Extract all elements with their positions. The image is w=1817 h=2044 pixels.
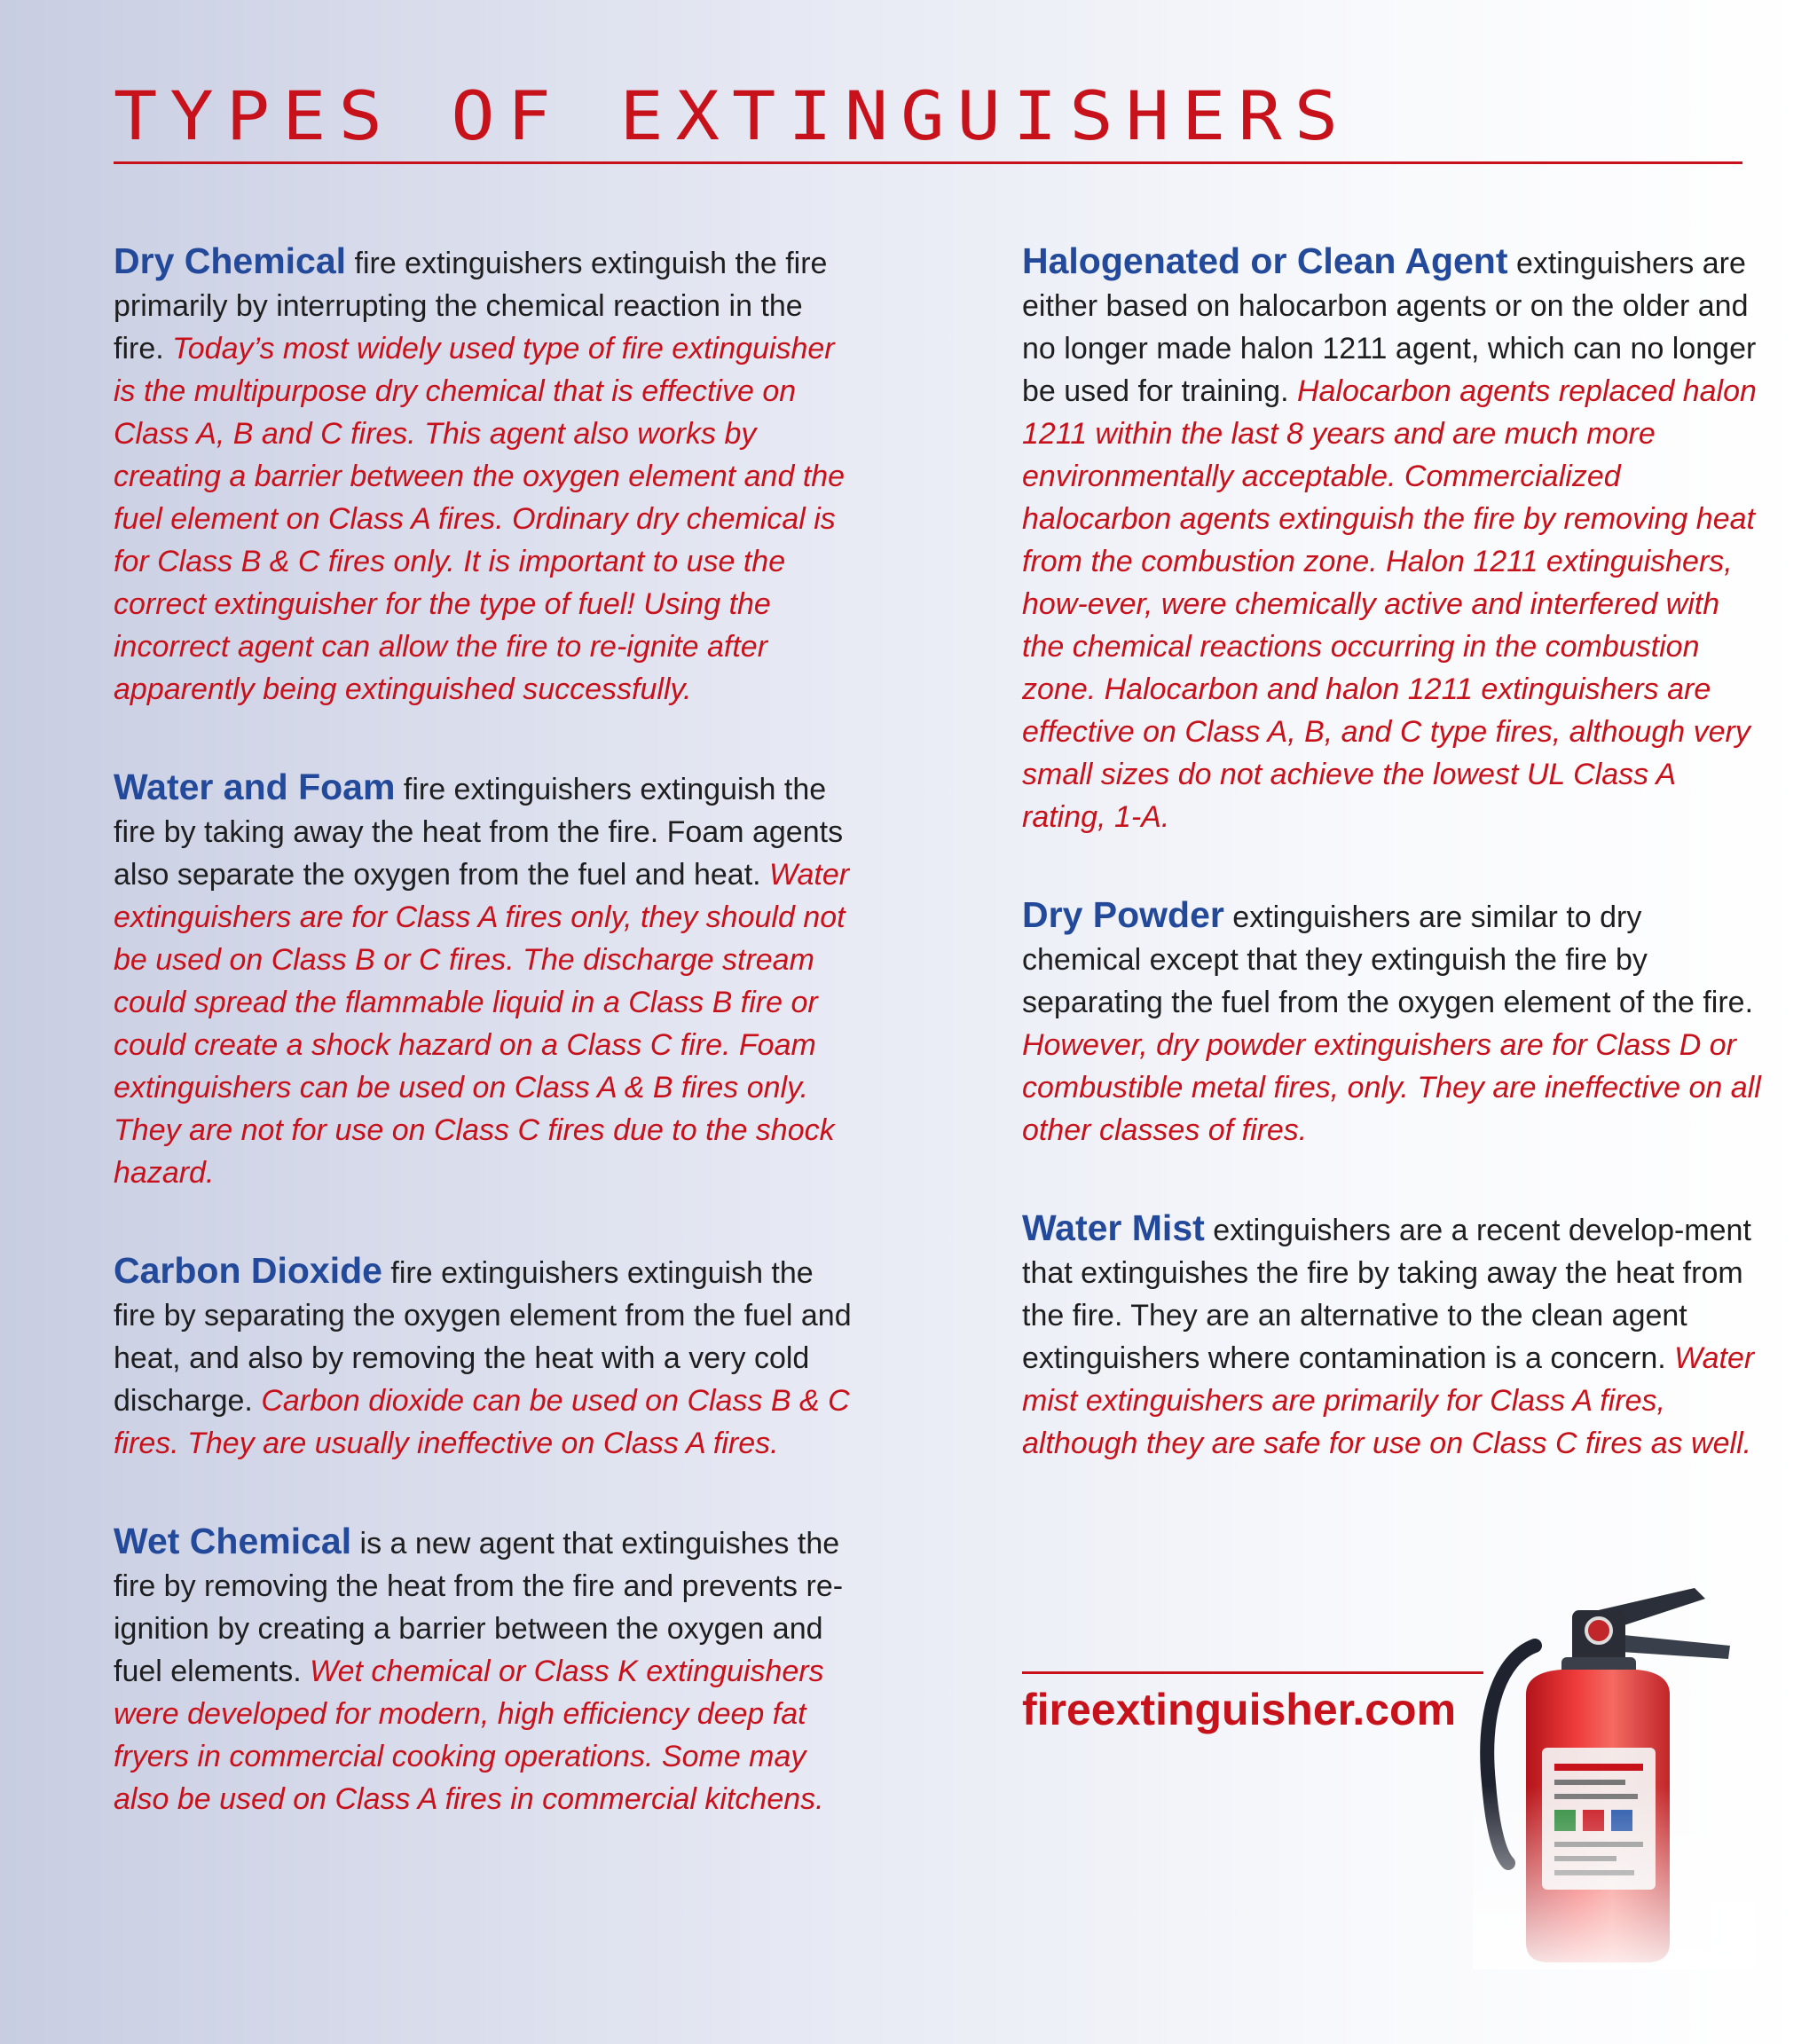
- section-body: fire extinguishers extinguish the fire by taking away the heat from the fire. Foam agents also separate the oxygen from the fuel and heat.: [114, 773, 844, 892]
- section-body: extinguishers are a recent develop-ment that extinguishes the fire by taking away the heat from the fire. They are an alternative to the clean agent extinguishers where contamination is a concern.: [1022, 1214, 1751, 1375]
- left-column: [114, 240, 854, 1875]
- page-title: TYPES OF EXTINGUISHERS: [114, 78, 1351, 156]
- section-heading: Water Mist: [1022, 1207, 1205, 1248]
- section-heading: Carbon Dioxide: [114, 1250, 382, 1291]
- section-note: Water mist extinguishers are primarily for Class A fires, although they are safe for use on Class C fires as well.: [1022, 1341, 1755, 1460]
- section-heading: Dry Powder: [1022, 894, 1224, 935]
- section-body: extinguishers are either based on halocarbon agents or on the older and no longer made halon 1211 agent, which can no longer be used for training.: [1022, 247, 1757, 408]
- section-heading: Dry Chemical: [114, 240, 347, 281]
- section-dry-powder: [1022, 893, 1763, 1152]
- section-carbon-dioxide: [114, 1249, 854, 1465]
- right-column: [1022, 240, 1763, 1520]
- website-link[interactable]: fireextinguisher.com: [1022, 1685, 1457, 1734]
- section-body: is a new agent that extinguishes the fire by removing the heat from the fire and prevents re-ignition by creating a barrier between the oxygen and fuel elements.: [114, 1527, 844, 1688]
- section-body: fire extinguishers extinguish the fire primarily by interrupting the chemical reaction in the fire.: [114, 247, 828, 366]
- section-note: Today’s most widely used type of fire extinguisher is the multipurpose dry chemical that is effective on Class A, B and C fires. This agent also works by creating a barrier between the oxygen element and the fuel element on Class A fires. Ordinary dry chemical is for Class B & C fires only. It is important to use the correct extinguisher for the type of fuel! Using the incorrect agent can allow the fire to re-ignite after apparently being extinguished successfully.: [114, 332, 846, 706]
- section-dry-chemical: [114, 240, 854, 711]
- fire-extinguisher-icon: [1473, 1561, 1757, 1969]
- section-note: However, dry powder extinguishers are for Class D or combustible metal fires, only. They are ineffective on all other classes of fires.: [1022, 1028, 1761, 1147]
- section-heading: Halogenated or Clean Agent: [1022, 240, 1508, 281]
- section-note: Carbon dioxide can be used on Class B & C fires. They are usually ineffective on Class A fires.: [114, 1384, 850, 1460]
- section-water-and-foam: [114, 766, 854, 1194]
- section-heading: Water and Foam: [114, 766, 396, 807]
- section-note: Wet chemical or Class K extinguishers were developed for modern, high efficiency deep fat fryers in commercial cooking operations. Some may also be used on Class A fires in commercial kitchens.: [114, 1655, 824, 1816]
- section-halogenated-clean-agent: [1022, 240, 1763, 838]
- section-body: fire extinguishers extinguish the fire by separating the oxygen element from the fuel and heat, and also by removing the heat with a very cold discharge.: [114, 1256, 852, 1418]
- section-water-mist: [1022, 1207, 1763, 1465]
- section-body: extinguishers are similar to dry chemical except that they extinguish the fire by separating the fuel from the oxygen element of the fire.: [1022, 900, 1754, 1019]
- section-wet-chemical: [114, 1520, 854, 1820]
- section-heading: Wet Chemical: [114, 1521, 352, 1561]
- section-note: Water extinguishers are for Class A fires only, they should not be used on Class B or C fires. The discharge stream could spread the flammable liquid in a Class B fire or could create a shock hazard on a Class C fire. Foam extinguishers can be used on Class A & B fires only. They are not for use on Class C fires due to the shock hazard.: [114, 858, 850, 1190]
- title-underline: [114, 161, 1742, 164]
- section-note: Halocarbon agents replaced halon 1211 within the last 8 years and are much more environmentally acceptable. Commercialized halocarbon agents extinguish the fire by removing heat from the combustion zone. Halon 1211 extinguishers, how-ever, were chemically active and interfered with the chemical reactions occurring in the combustion zone. Halocarbon and halon 1211 extinguishers are effective on Class A, B, and C type fires, although very small sizes do not achieve the lowest UL Class A rating, 1-A.: [1022, 374, 1757, 834]
- website-underline: [1022, 1671, 1483, 1674]
